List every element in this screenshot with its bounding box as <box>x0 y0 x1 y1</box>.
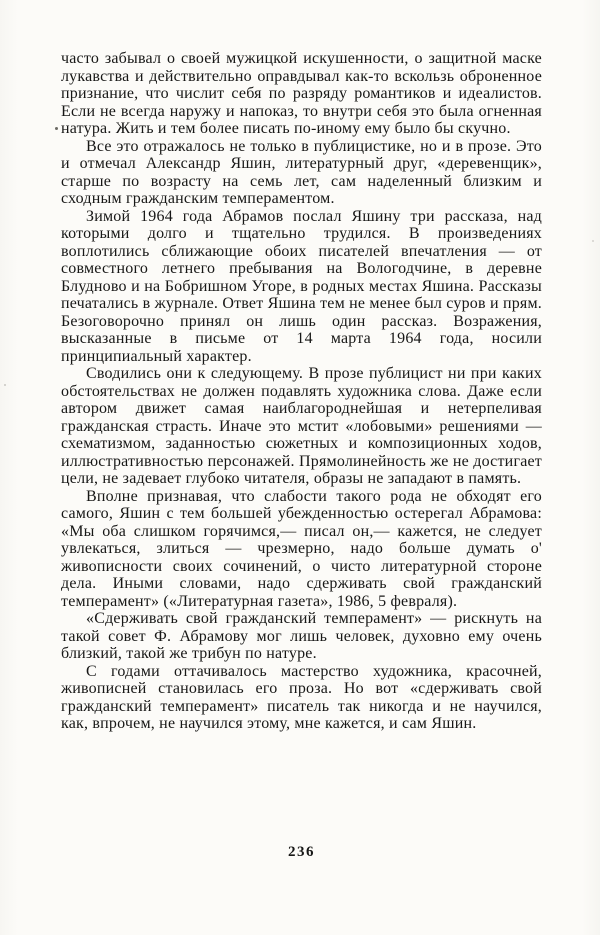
paragraph: Вполне признавая, что слабости такого рода не обходят его самого, Яшин с тем большей убежденностью остерегал Абрамова: «Мы оба слишком горячимся,— писал он,— кажется, не следует увлекаться, злиться — чрезмерно, надо больше думать о' живописности своих сочинений, о чисто литературной стороне дела. Иными словами, надо сдерживать свой гражданский темперамент» («Литературная газета», 1986, 5 февраля). <box>61 487 542 610</box>
paragraph: часто забывал о своей мужицкой искушенности, о защитной маске лукавства и действительно оправдывал как-то вскользь оброненное признание, что числит себя по разряду романтиков и идеалистов. Если не всегда наружу и напоказ, то внутри себя это была огненная натура. Жить и тем более писать по-иному ему было бы скучно. <box>61 50 542 137</box>
paragraph: Сводились они к следующему. В прозе публицист ни при каких обстоятельствах не должен подавлять художника слова. Даже если автором движет самая наиблагороднейшая и нетерпеливая гражданская страсть. Иначе это мстит «лобовыми» решениями — схематизмом, заданностью сюжетных и композиционных ходов, иллюстративностью персонажей. Прямолинейность же не достигает цели, не задевает глубоко читателя, образы не западают в память. <box>61 365 542 487</box>
paragraph: Все это отражалось не только в публицистике, но и в прозе. Это и отмечал Александр Яшин, литературный друг, «деревенщик», старше по возрасту на семь лет, сам наделенный близким и сходным гражданским темпераментом. <box>61 137 542 207</box>
paragraph: «Сдерживать свой гражданский темперамент» — рискнуть на такой совет Ф. Абрамову мог лишь человек, духовно ему очень близкий, такой же трибун по натуре. <box>61 610 542 662</box>
page-text <box>61 50 542 733</box>
paragraph: С годами оттачивалось мастерство художника, красочней, живописней становилась его проза. Но вот «сдерживать свой гражданский темперамент» писатель так никогда и не научился, как, впрочем, не научился этому, мне кажется, и сам Яшин. <box>61 662 542 732</box>
page-number: 236 <box>288 844 315 860</box>
scan-speck <box>4 384 6 386</box>
scan-speck <box>592 240 594 242</box>
scan-speck <box>55 127 58 130</box>
paragraph: Зимой 1964 года Абрамов послал Яшину три рассказа, над которыми долго и тщательно трудился. В произведениях воплотились сближающие обоих писателей впечатления — от совместного летнего пребывания на Вологодчине, в деревне Блудново и на Бобришном Угоре, в родных местах Яшина. Рассказы печатались в журнале. Ответ Яшина тем не менее был суров и прям. Безоговорочно принял он лишь один рассказ. Возражения, высказанные в письме от 14 марта 1964 года, носили принципиальный характер. <box>61 207 542 365</box>
